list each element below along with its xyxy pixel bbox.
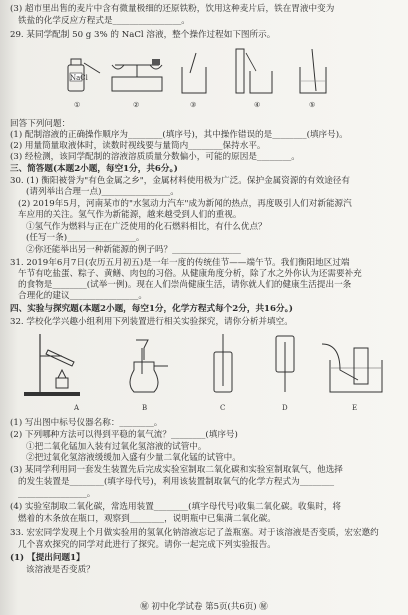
section-4-heading: 四、实验与探究题(本题2小题，每空1分，化学方程式每个2分，共16分。) bbox=[10, 304, 293, 314]
q31-line1: 31. 2019年6月7日(农历五月初五)是一年一度的传统佳节——端午节。我们衡阳地区过端 bbox=[10, 258, 350, 268]
apparatus-d-label: D bbox=[282, 404, 288, 412]
solution-prep-figure bbox=[60, 43, 360, 115]
step-5-label: ⑤ bbox=[309, 101, 316, 109]
q32-3-line1: (3) 某同学利用同一套发生装置先后完成实验室制取二氧化碳和实验室制取氧气，他选择 bbox=[10, 465, 343, 475]
q32-2: (2) 下列哪种方法可以得到平稳的氧气流？________(填序号) bbox=[10, 430, 238, 440]
q31-line4: 合理化的建议________________。 bbox=[18, 291, 147, 301]
q29-3: (3) 经检测，该同学配制的溶液溶质质量分数偏小，可能的原因是________。 bbox=[10, 152, 300, 162]
solution-prep-svg bbox=[60, 43, 360, 115]
q30-2-a-blank: (任写一条)________________。 bbox=[26, 233, 145, 243]
q30-2-b: ②你还能举出另一种新能源的例子吗？________________ bbox=[26, 245, 241, 255]
step-2-label: ② bbox=[133, 101, 140, 109]
q31-line2: 午节有吃盐蛋、粽子、黄鳝、肉包的习俗。从健康角度分析，除了水之外你认为还需要补充 bbox=[18, 269, 362, 279]
section-3-heading: 三、简答题(本题2小题，每空1分，共6分。) bbox=[10, 164, 178, 174]
q33-question1-text: 该溶液是否变质？ bbox=[26, 565, 95, 575]
q29-2: (2) 用量筒量取液体时，读数时视线要与量筒内________保持水平。 bbox=[10, 141, 266, 151]
q33-question1-heading: (1) 【提出问题1】 bbox=[10, 553, 85, 563]
q32-2-option2: ②把过氧化氢溶液缓缓加入盛有少量二氧化锰的试管中。 bbox=[26, 453, 241, 463]
q32-1: (1) 写出图中标号仪器名称：________。 bbox=[10, 418, 163, 428]
q30-2-a: ①氢气作为燃料与正在广泛使用的化石燃料相比，有什么优点？ bbox=[26, 222, 267, 232]
step-1-label: ① bbox=[74, 101, 81, 109]
apparatus-a-label: A bbox=[74, 404, 80, 412]
q30-1-line2: (请列举出合理一点)________________。 bbox=[26, 187, 179, 197]
q32-2-option1: ①把二氧化锰加入装有过氧化氢溶液的试管中。 bbox=[26, 442, 207, 452]
q29-stem: 29. 某同学配制 50 g 3% 的 NaCl 溶液，整个操作过程如下图所示。 bbox=[10, 30, 276, 40]
q29-1: (1) 配制溶液的正确操作顺序为________(填序号)，其中操作错误的是________(填序号)。 bbox=[10, 130, 348, 140]
q31-line3: 的食物是________(试举一例)。现在人们崇尚健康生活，请你就人们的健康生活提出一条 bbox=[18, 280, 352, 290]
step-4-label: ④ bbox=[254, 101, 261, 109]
q30-2-line1: (2) 2019年5月，河南某市的"水氢动力汽车"成为新闻的热点，再度吸引人们对新能源汽 bbox=[18, 199, 352, 209]
q30-2-line2: 车应用的关注。氢气作为新能源，越来越受到人们的重视。 bbox=[18, 210, 242, 220]
step-3-label: ③ bbox=[190, 101, 197, 109]
q28-3-line1: (3) 超市里出售的麦片中含有微量极细的还原铁粉，饮用这种麦片后，铁在胃液中变为 bbox=[10, 4, 335, 14]
apparatus-e-label: E bbox=[352, 404, 358, 412]
q28-3-line2: 铁盐的化学反应方程式是________________。 bbox=[18, 16, 190, 26]
q33-line1: 33. 宏宏同学发现上个月做实验用的氢氧化钠溶液忘记了盖瓶塞。对于该溶液是否变质，宏宏邀约 bbox=[10, 528, 379, 538]
q30-1-line1: 30. (1) 衡阳被誉为"有色金属之乡"，金属材料使用极为广泛。保护金属资源的有效途径有 bbox=[10, 176, 350, 186]
q32-3-line2: 的发生装置是________(填字母代号)，利用该装置制取氧气的化学方程式为________ bbox=[18, 477, 335, 487]
q32-4-line1: (4) 实验室制取二氧化碳，常选用装置________(填字母代号)收集二氧化碳。收集时，将 bbox=[10, 502, 341, 512]
q29-prompt: 回答下列问题： bbox=[10, 119, 71, 129]
apparatus-svg bbox=[18, 330, 390, 414]
apparatus-b-label: B bbox=[142, 404, 148, 412]
page-footer: ㊙ 初中化学试卷 第5页(共6页) ㊙ bbox=[140, 602, 268, 612]
nacl-label: NaCl bbox=[70, 74, 88, 82]
apparatus-c-label: C bbox=[220, 404, 226, 412]
apparatus-figure bbox=[18, 330, 390, 414]
q32-4-line2: 燃着的木条放在瓶口，观察到________，说明瓶中已集满二氧化碳。 bbox=[18, 514, 276, 524]
q32-3-line3: ________________。 bbox=[18, 489, 96, 499]
q33-line2: 几个喜欢探究的同学对此进行了探究。请你一起完成下列实验报告。 bbox=[18, 540, 276, 550]
q32-stem: 32. 学校化学兴趣小组利用下列装置进行相关实验探究，请你分析并填空。 bbox=[10, 317, 293, 327]
